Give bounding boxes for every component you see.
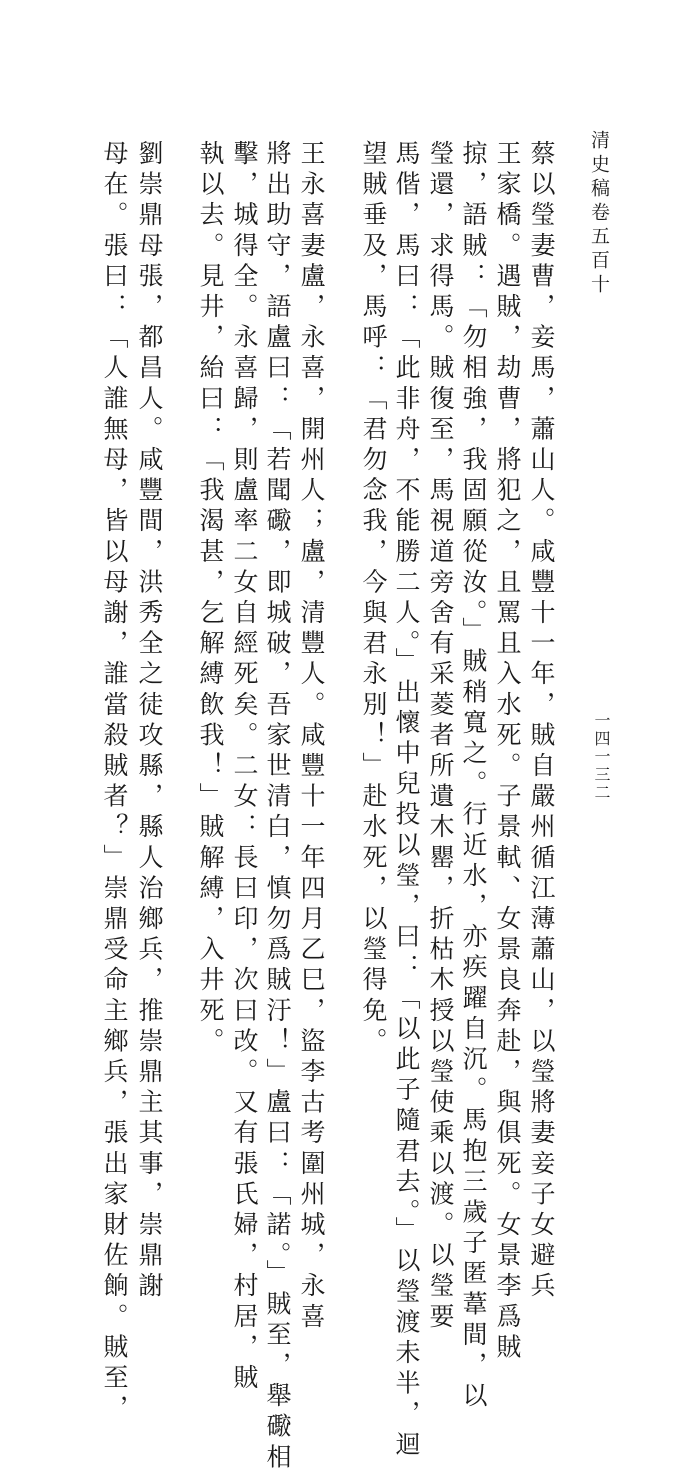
text-column-2: 王家橋。遇賊，劫曹，將犯之，且罵且入水死。子景軾、女景良奔赴，與俱死。女景李爲賊 xyxy=(493,140,522,1364)
text-column-7: 王永喜妻盧，永喜，開州人；盧，清豐人。咸豐十一年四月乙巳，盜李古考圍州城，永喜 xyxy=(297,140,326,1334)
text-column-10: 執以去。見井，紿曰：「我渴甚，乞解縛飲我！」賊解縛，入井死。 xyxy=(196,140,225,1058)
text-column-11: 劉崇鼎母張，都昌人。咸豐間，洪秀全之徒攻縣，縣人治鄉兵，推崇鼎主其事，崇鼎謝 xyxy=(135,140,164,1303)
text-column-5: 馬偕，馬曰：「此非舟，不能勝二人。」出懷中兒投以瑩，曰：「以此子隨君去。」以瑩渡未半，迴 xyxy=(392,140,421,1462)
text-column-12: 母在。張曰：「人誰無母，皆以母謝，誰當殺賊者？」崇鼎受命主鄉兵，張出家財佐餉。賊至， xyxy=(100,140,129,1426)
page-number: 一四一三二 xyxy=(592,712,611,802)
text-column-6: 望賊垂及，馬呼：「君勿念我，今與君永別！」赴水死，以瑩得免。 xyxy=(359,140,388,1058)
running-title: 清史稿卷五百十 xyxy=(588,130,610,298)
text-column-9: 擊，城得全。永喜歸，則盧率二女自經死矣。二女：長曰印，次曰改。又有張氏婦，村居，賊 xyxy=(230,140,259,1395)
text-column-8: 將出助守，語盧曰：「若聞礮，即城破，吾家世清白，慎勿爲賊汙！」盧曰：「諾。」賊至，舉礮相 xyxy=(263,140,292,1474)
text-column-3: 掠，語賊：「勿相強，我固願從汝。」賊稍寬之。行近水，亦疾躍自沉。馬抱三歲子匿葦間，以 xyxy=(459,140,488,1413)
text-column-4: 瑩還，求得馬。賊復至，馬視道旁舍有采菱者所遺木罌，折枯木授以瑩使乘以渡。以瑩要 xyxy=(426,140,455,1334)
text-column-1: 蔡以瑩妻曹，妾馬，蕭山人。咸豐十一年，賊自嚴州循江薄蕭山，以瑩將妻妾子女避兵 xyxy=(527,140,556,1303)
